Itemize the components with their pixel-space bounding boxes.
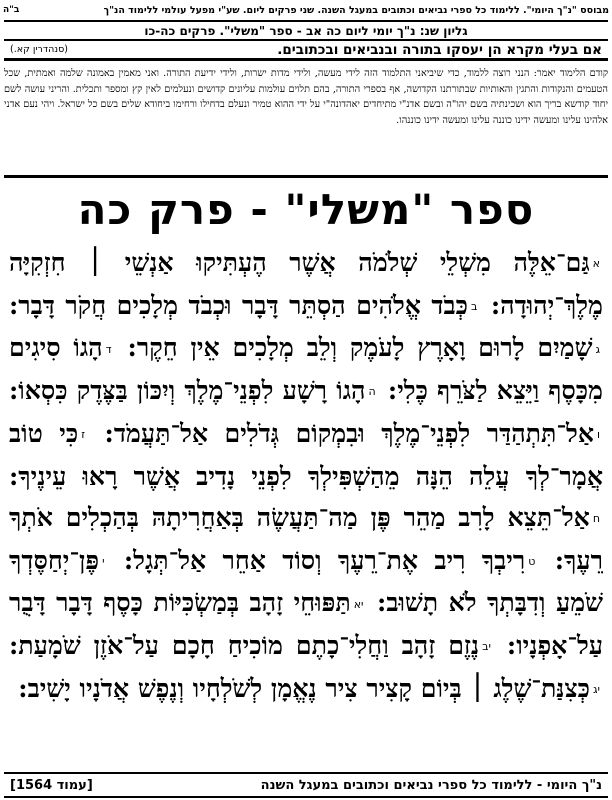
verse-number: יא [353, 597, 364, 611]
verse-number: ה [368, 385, 376, 399]
verse-text: כְּבֹד אֱלֹהִים הַסְתֵּר דָּבָר וּכְבֹד מְלָכִים חֲקֹר דָּבָר: [9, 289, 468, 320]
series-description: מבוסס "נ"ך היומי". ללימוד כל ספרי נביאים וכתובים במעגל השנה. שני פרקים ליום. שע"י מפעל עולמי ללימוד הנ"ך [103, 4, 609, 16]
verse-number: ח [592, 512, 600, 526]
verse-number: ט [528, 554, 536, 568]
verse-number: י [102, 554, 105, 568]
verse-number: ב [470, 300, 478, 313]
issue-line: גליון שנ: נ"ך יומי ליום כה אב - ספר "משלי". פרקים כה-כו [4, 20, 608, 41]
pre-study-prayer: קודם הלימוד יאמר: הנני רוצה ללמוד, כדי שיביאני התלמוד הזה לידי מעשה, ולידי מדות ישרות, ולידי ידיעת התורה. ואני מאמין באמונה שלמה ואמתית, שכל הטעמים והנקודות והתגין והאותיות שבתורתנו הקדושה, אף בספרי התורה, בהם תלוים עולמות עליונים קדושים ונעלמים לאין קץ ומספר ותכלית. והריני עושה לשם יחוד קודשא בריך הוא ושכינתיה בשם יהו"ה ובשם אדנ"י מתיחדים יאהדונה"י על ידי ההוא טמיר ונעלם בדחילו ורחימו ביחודא שלים בשם כל ישראל. ויהי נעם אדני אלהינו עלינו ומעשה ידינו כוננה עלינו ומעשה ידינו כוננהו. [4, 68, 608, 126]
footer-text: נ"ך היומי - ללימוד כל ספרי נביאים וכתובים במעגל השנה [260, 777, 602, 793]
page-footer [4, 772, 608, 798]
verse-text: נֶזֶם זָהָב וַחֲלִי־כָתֶם מוֹכִיחַ חָכָם עַל־אֹזֶן שֹׁמָעַת: [9, 630, 480, 661]
verses-body [9, 242, 603, 782]
verse-number: ו [597, 428, 600, 442]
bsd-mark: ב"ה [3, 5, 20, 15]
verse-text: אַל־תִּתְהַדַּר לִפְנֵי־מֶלֶךְ וּבִמְקוֹם גְּדֹלִים אַל־תַּעֲמֹד: [104, 417, 594, 448]
verse-number: יג [593, 683, 600, 697]
page-number: [עמוד 1564] [10, 777, 93, 793]
top-header [0, 0, 612, 20]
verse-number: א [592, 257, 600, 271]
quote-text: אם בעלי מקרא הן יעסקו בתורה ובנביאים ובכתובים. [277, 41, 602, 58]
verse-text: פֶּן־יְחַסֶּדְךָ שֹׁמֵעַ וְדִבָּתְךָ לֹא תָשׁוּב: [9, 544, 603, 618]
verse-text: רִיבְךָ רִיב אֶת־רֵעֶךָ וְסוֹד אַחֵר אַל־תְּגָל: [123, 544, 526, 575]
verse-text: כִּי טוֹב אֲמָר־לְךָ עֲלֵה הֵנָּה מֵהַשְׁפִּילְךָ לִפְנֵי נָדִיב אֲשֶׁר רָאוּ עֵינֶיךָ: [9, 417, 603, 491]
verse-number: ג [595, 342, 600, 356]
chapter-title: ספר "משלי" - פרק כה [77, 185, 535, 234]
verse-number: ד [105, 342, 112, 356]
verse-text: תַּפּוּחֵי זָהָב בְּמַשְׂכִּיּוֹת כָּסֶף דָּבָר דָּבֻר עַל־אָפְנָיו: [9, 587, 603, 661]
quote-line [4, 41, 608, 61]
verse-text: שָׁמַיִם לָרוּם וָאָרֶץ לָעֹמֶק וְלֵב מְלָכִים אֵין חֵקֶר: [127, 332, 593, 363]
verse-text: הָגוֹ רָשָׁע לִפְנֵי־מֶלֶךְ וְיִכּוֹן בַּצֶּדֶק כִּסְאוֹ: [9, 375, 366, 406]
verse-number: יב [482, 640, 491, 654]
verse-text: כְּצִנַּת־שֶׁלֶג ׀ בְּיוֹם קָצִיר צִיר נֶאֱמָן לְשֹׁלְחָיו וְנֶפֶשׁ אֲדֹנָיו יָשִׁיב: [18, 672, 590, 703]
quote-source: (סנהדרין קא.) [10, 44, 68, 55]
verse-number: ז [81, 428, 86, 442]
verse-text: הָגוֹ סִיגִים מִכָּסֶף וַיֵּצֵא לַצֹּרֵף כֶּלִי: [9, 332, 603, 406]
verse-text: אַל־תֵּצֵא לָרִב מַהֵר פֶּן מַה־תַּעֲשֶׂה בְּאַחֲרִיתָהּ בְּהַכְלִים אֹתְךָ רֵעֶךָ: [9, 501, 603, 575]
verse-text: גַּם־אֵלֶּה מִשְׁלֵי שְׁלֹמֹה אֲשֶׁר הֶעְתִּיקוּ אַנְשֵׁי ׀ חִזְקִיָּה מֶלֶךְ־יְהוּדָה: [9, 247, 603, 320]
